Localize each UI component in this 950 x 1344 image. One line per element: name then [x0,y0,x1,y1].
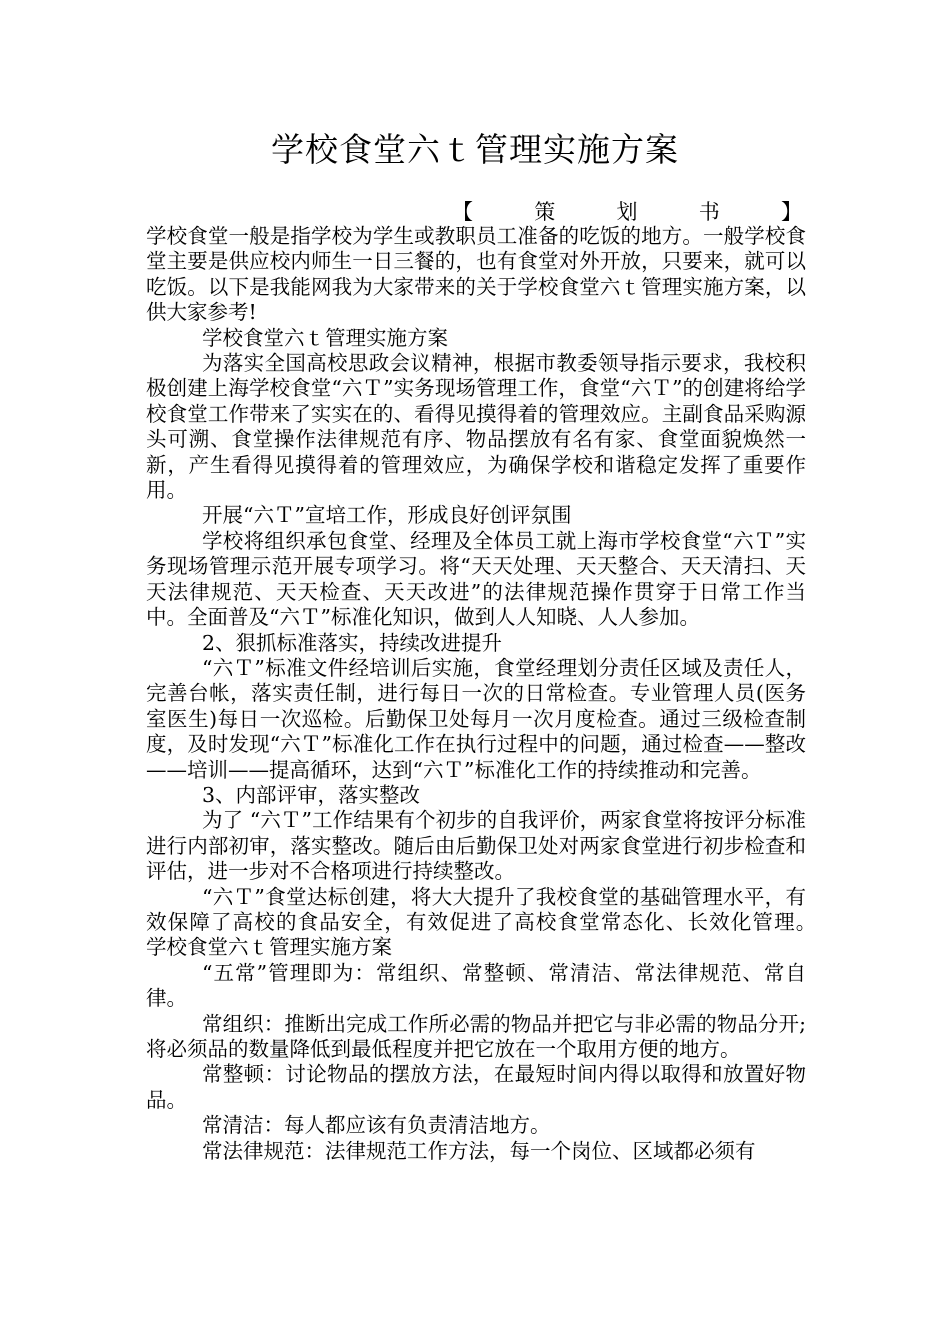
paragraph: 学校食堂六ｔ管理实施方案 [202,325,448,350]
paragraph: 常组织：推断出完成工作所必需的物品并把它与非必需的物品分开;将必须品的数量降低到最低程度并把它放在一个取用方便的地方。 [146,1011,806,1061]
paragraph: 开展“六Ｔ”宣培工作，形成良好创评氛围 [202,503,572,528]
subtitle-bracket-open: 【 [452,200,473,224]
document-body [146,224,847,1164]
document-subtitle [452,198,802,226]
paragraph: 2、狠抓标准落实，持续改进提升 [202,630,503,655]
subtitle-char: 策 [534,200,556,224]
paragraph: 常整顿：讨论物品的摆放方法，在最短时间内得以取得和放置好物品。 [146,1062,806,1112]
paragraph: “五常”管理即为：常组织、常整顿、常清洁、常法律规范、常自律。 [146,960,806,1011]
paragraph: 3、内部评审，落实整改 [202,782,421,807]
paragraph: 学校将组织承包食堂、经理及全体员工就上海市学校食堂“六Ｔ”实务现场管理示范开展专项学习。将“天天处理、天天整合、天天清扫、天天法律规范、天天检查、天天改进”的法律规范操作贯穿于日常工作当中。全面普及“六Ｔ”标准化知识，做到人人知晓、人人参加。 [146,528,806,630]
subtitle-char: 书 [698,200,720,224]
paragraph: 常清洁：每人都应该有负责清洁地方。 [202,1113,551,1138]
paragraph: “六Ｔ”食堂达标创建，将大大提升了我校食堂的基础管理水平，有效保障了高校的食品安全，有效促进了高校食堂常态化、长效化管理。 学校食堂六ｔ管理实施方案 [146,884,847,960]
paragraph: 为落实全国高校思政会议精神，根据市教委领导指示要求，我校积极创建上海学校食堂“六Ｔ”实务现场管理工作，食堂“六Ｔ”的创建将给学校食堂工作带来了实实在的、看得见摸得着的管理效应。主副食品采购源头可溯、食堂操作法律规范有序、物品摆放有名有家、食堂面貌焕然一新，产生看得见摸得着的管理效应，为确保学校和谐稳定发挥了重要作用。 [146,351,806,503]
paragraph: 为了 “六Ｔ”工作结果有个初步的自我评价，两家食堂将按评分标准进行内部初审，落实整改。随后由后勤保卫处对两家食堂进行初步检查和评估，进一步对不合格项进行持续整改。 [146,808,806,884]
paragraph: 常法律规范：法律规范工作方法，每一个岗位、区域都必须有 [202,1138,756,1163]
paragraph: 学校食堂一般是指学校为学生或教职员工准备的吃饭的地方。一般学校食堂主要是供应校内师生一日三餐的，也有食堂对外开放，只要来，就可以吃饭。以下是我能网我为大家带来的关于学校食堂六ｔ管理实施方案，以供大家参考! [146,224,806,325]
subtitle-bracket-close: 】 [781,200,802,224]
paragraph: “六Ｔ”标准文件经培训后实施，食堂经理划分责任区域及责任人，完善台帐，落实责任制，进行每日一次的日常检查。专业管理人员(医务室医生)每日一次巡检。后勤保卫处每月一次月度检查。通过三级检查制度，及时发现“六Ｔ”标准化工作在执行过程中的问题，通过检查——整改——培训——提高循环，达到“六Ｔ”标准化工作的持续推动和完善。 [146,655,806,782]
document-title: 学校食堂六ｔ管理实施方案 [271,130,679,169]
subtitle-char: 划 [616,200,638,224]
